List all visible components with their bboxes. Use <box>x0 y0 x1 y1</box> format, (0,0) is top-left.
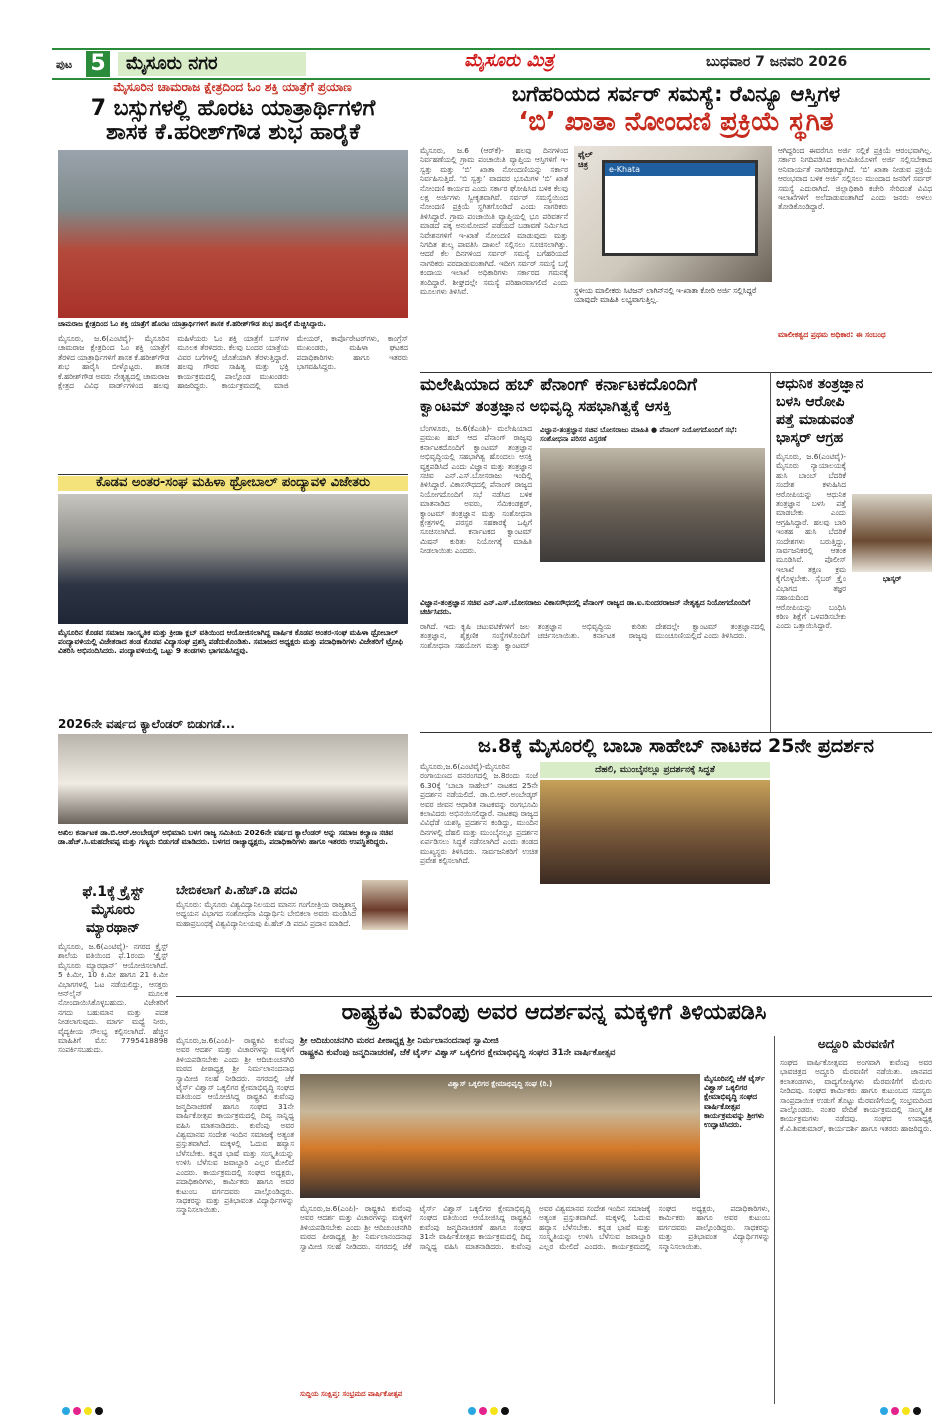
issue-date: ಬುಧವಾರ 7 ಜನವರಿ 2026 <box>706 54 848 70</box>
story7-headline: ಜ.8ಕ್ಕೆ ಮೈಸೂರಲ್ಲಿ ಬಾಬಾ ಸಾಹೇಬ್ ನಾಟಕದ 25ನೇ ಪ್ರದರ್ಶನ <box>478 735 874 757</box>
story4-body: ಮೈಸೂರು, ಜ.6(ಎಂಟಿವೈ)- ಮೈಸೂರು ನ್ಯಾಯಾಲಯಕ್ಕೆ ಹುಸಿ ಬಾಂಬ್ ಬೆದರಿಕೆ ಸಂದೇಶ ಕಳುಹಿಸಿದ ಆರೋಪಿಯನ್ನು ಆಧುನಿಕ ತಂತ್ರಜ್ಞಾನ ಬಳಸಿ ಪತ್ತೆ ಮಾಡಬೇಕು ಎಂದು ಆಗ್ರಹಿಸಿದ್ದಾರೆ. ಹಲವು ಬಾರಿ ಇಂತಹ ಹುಸಿ ಬೆದರಿಕೆ ಸಂದೇಶಗಳು ಬರುತ್ತಿದ್ದು, ಸಾರ್ವಜನಿಕರಲ್ಲಿ ಆತಂಕ ಮೂಡಿಸಿವೆ. ಪೊಲೀಸ್ ಇಲಾಖೆ ತಕ್ಷಣ ಕ್ರಮ ಕೈಗೊಳ್ಳಬೇಕು. ಸೈಬರ್ ಕ್ರೈಂ ವಿಭಾಗದ ತಜ್ಞರ ಸಹಾಯದಿಂದ ಆರೋಪಿಯನ್ನು ಬಂಧಿಸಿ ಕಠಿಣ ಶಿಕ್ಷೆಗೆ ಒಳಪಡಿಸಬೇಕು ಎಂದು ಒತ್ತಾಯಿಸಿದ್ದಾರೆ. <box>776 452 846 631</box>
story4-headline-4: ಭಾಸ್ಕರ್ ಆಗ್ರಹ <box>776 430 844 446</box>
section-title: ಮೈಸೂರು ನಗರ <box>118 52 306 76</box>
registration-dot-cyan <box>468 1407 476 1415</box>
story1-headline-2: ಶಾಸಕ ಕೆ.ಹರೀಶ್‌ಗೌಡ ಶುಭ ಹಾರೈಕೆ <box>105 120 361 145</box>
page-label: ಪುಟ <box>56 58 73 71</box>
story5-caption: ಮೈಸೂರಿನ ಕೊಡವ ಸಮಾಜ ಸಾಂಸ್ಕೃತಿಕ ಮತ್ತು ಕ್ರೀಡಾ ಕ್ಲಬ್ ವತಿಯಿಂದ ಆಯೋಜಿಸಲಾಗಿದ್ದ ವಾರ್ಷಿಕ ಕೊಡವ ಅಂತರ-ಸಂಘ ಮಹಿಳಾ ಥ್ರೋಬಾಲ್ ಪಂದ್ಯಾವಳಿಯಲ್ಲಿ ವಿಜೇತರಾದ ತಂಡ ಕೊಡವ ವಿದ್ಯಾಸಂಘ ಪ್ರಶಸ್ತಿ ಪಡೆದುಕೊಂಡಿತು. ಸಮಾಜದ ಅಧ್ಯಕ್ಷರು ಮತ್ತು ಪದಾಧಿಕಾರಿಗಳು ವಿಜೇತರಿಗೆ ಟ್ರೋಫಿ ವಿತರಿಸಿ ಅಭಿನಂದಿಸಿದರು. ಪಂದ್ಯಾವಳಿಯಲ್ಲಿ ಒಟ್ಟು 9 ತಂಡಗಳು ಭಾಗವಹಿಸಿದ್ದವು. <box>58 628 403 656</box>
registration-dot-black <box>95 1407 103 1415</box>
story10-body-cont: ಮೈಸೂರು,ಜ.6(ಎಂಪಿ)- ರಾಷ್ಟ್ರಕವಿ ಕುವೆಂಪು ಅವರ ಆದರ್ಶ ಮತ್ತು ವಿಚಾರಗಳನ್ನು ಮಕ್ಕಳಿಗೆ ತಿಳಿಯಪಡಿಸಬೇಕು ಎಂದು ಶ್ರೀ ಆದಿಚುಂಚನಗಿರಿ ಮಠದ ಪೀಠಾಧ್ಯಕ್ಷ ಶ್ರೀ ನಿರ್ಮಲಾನಂದನಾಥ ಸ್ವಾಮೀಜಿ ಸಲಹೆ ನೀಡಿದರು. ನಗರದಲ್ಲಿ ಜೆಕೆ ಟೈರ್ಸ್ ವಿಶ್ವಾಸ್ ಒಕ್ಕಲಿಗರ ಕ್ಷೇಮಾಭಿವೃದ್ಧಿ ಸಂಘದ ವತಿಯಿಂದ ಆಯೋಜಿಸಿದ್ದ ರಾಷ್ಟ್ರಕವಿ ಕುವೆಂಪು ಜನ್ಮದಿನಾಚರಣೆ ಹಾಗೂ ಸಂಘದ 31ನೇ ವಾರ್ಷಿಕೋತ್ಸವ ಕಾರ್ಯಕ್ರಮದಲ್ಲಿ ದಿವ್ಯ ಸಾನ್ನಿಧ್ಯ ವಹಿಸಿ ಮಾತನಾಡಿದರು. ಕುವೆಂಪು ಅವರ ವಿಶ್ವಮಾನವ ಸಂದೇಶ ಇಂದಿನ ಸಮಾಜಕ್ಕೆ ಅತ್ಯಂತ ಪ್ರಸ್ತುತವಾಗಿದೆ. ಮಕ್ಕಳಲ್ಲಿ ಓದುವ ಹವ್ಯಾಸ ಬೆಳೆಸಬೇಕು. ಕನ್ನಡ ಭಾಷೆ ಮತ್ತು ಸಂಸ್ಕೃತಿಯನ್ನು ಉಳಿಸಿ ಬೆಳೆಸುವ ಜವಾಬ್ದಾರಿ ಎಲ್ಲರ ಮೇಲಿದೆ ಎಂದರು. ಕಾರ್ಯಕ್ರಮದಲ್ಲಿ ಸಂಘದ ಅಧ್ಯಕ್ಷರು, ಪದಾಧಿಕಾರಿಗಳು, ಕಾರ್ಮಿಕರು ಹಾಗೂ ಅವರ ಕುಟುಂಬ ವರ್ಗದವರು ಪಾಲ್ಗೊಂಡಿದ್ದರು. ಸಾಧಕರನ್ನು ಮತ್ತು ಪ್ರತಿಭಾವಂತ ವಿದ್ಯಾರ್ಥಿಗಳನ್ನು ಸನ್ಮಾನಿಸಲಾಯಿತು. <box>300 1204 770 1251</box>
story10-footer-note: ಸುದ್ದಿಯ ಸಂಕ್ಷಿಪ್ತ: ಸಂಭ್ರಮದ ವಾರ್ಷಿಕೋತ್ಸವ <box>300 1390 403 1398</box>
registration-dot-black <box>501 1407 509 1415</box>
story9-portrait <box>362 880 408 930</box>
registration-dot-magenta <box>73 1407 81 1415</box>
story3-body: ಬೆಂಗಳೂರು, ಜ.6(ಕೆಎಂಶಿ)- ಮಲೇಷಿಯಾದ ಪ್ರಮುಖ ಹಬ್ ಆದ ಪೆನಾಂಗ್ ರಾಜ್ಯವು ಕರ್ನಾಟಕದೊಂದಿಗೆ ಕ್ವಾಂಟಮ್ ತಂತ್ರಜ್ಞಾನ ಅಭಿವೃದ್ಧಿಯಲ್ಲಿ ಸಹಭಾಗಿತ್ವ ಹೊಂದಲು ಆಸಕ್ತಿ ವ್ಯಕ್ತಪಡಿಸಿದೆ ಎಂದು ವಿಜ್ಞಾನ ಮತ್ತು ತಂತ್ರಜ್ಞಾನ ಸಚಿವ ಎನ್.ಎಸ್.ಬೋಸರಾಜು ಇಂದಿಲ್ಲಿ ತಿಳಿಸಿದ್ದಾರೆ. ವಿಕಾಸಸೌಧದಲ್ಲಿ ಪೆನಾಂಗ್ ರಾಜ್ಯದ ನಿಯೋಗದೊಂದಿಗೆ ಸಭೆ ನಡೆಸಿದ ಬಳಿಕ ಮಾತನಾಡಿದ ಅವರು, ಸೆಮಿಕಂಡಕ್ಟರ್, ಕ್ವಾಂಟಮ್ ತಂತ್ರಜ್ಞಾನ ಮತ್ತು ಸಂಶೋಧನಾ ಕ್ಷೇತ್ರಗಳಲ್ಲಿ ಪರಸ್ಪರ ಸಹಕಾರಕ್ಕೆ ಒಪ್ಪಿಗೆ ಸೂಚಿಸಲಾಗಿದೆ. ಕರ್ನಾಟಕದ ಕ್ವಾಂಟಮ್ ಮಿಷನ್ ಕುರಿತು ನಿಯೋಗಕ್ಕೆ ಮಾಹಿತಿ ನೀಡಲಾಯಿತು ಎಂದರು. <box>420 424 532 556</box>
story2-headline-2: ‘ಬಿ’ ಖಾತಾ ನೋಂದಣಿ ಪ್ರಕ್ರಿಯೆ ಸ್ಥಗಿತ <box>518 107 834 137</box>
registration-dot-yellow <box>902 1407 910 1415</box>
story5-photo <box>58 494 408 624</box>
story3-caption: ವಿಜ್ಞಾನ-ತಂತ್ರಜ್ಞಾನ ಸಚಿವ ಎನ್.ಎಸ್.ಬೋಸರಾಜು ವಿಕಾಸಸೌಧದಲ್ಲಿ ಪೆನಾಂಗ್ ರಾಜ್ಯದ ಡಾ.ಐ.ಸುಂದರರಾಜನ್ ನೇತೃತ್ವದ ನಿಯೋಗದೊಂದಿಗೆ ಚರ್ಚಿಸಿದರು. <box>420 598 751 617</box>
registration-dot-magenta <box>479 1407 487 1415</box>
story2-photo <box>574 146 772 282</box>
story8-headline-1: ಫೆ.1ಕ್ಕೆ ಕ್ರೈಸ್ಟ್ <box>82 884 144 900</box>
story1-kicker: ಮೈಸೂರಿನ ಚಾಮರಾಜ ಕ್ಷೇತ್ರದಿಂದ ಓಂ ಶಕ್ತಿ ಯಾತ್ರೆಗೆ ಪ್ರಯಾಣ <box>113 80 352 94</box>
story4-portrait-caption: ಭಾಸ್ಕರ್ <box>882 574 902 583</box>
column-divider <box>774 1036 775 1404</box>
story2-body: ಮೈಸೂರು, ಜ.6 (ಆರ್‌ಕೆ)- ಹಲವು ದಿನಗಳಿಂದ ನಿರ್ವಹಣೆಯಲ್ಲಿ ಗ್ರಾಮ ಪಂಚಾಯಿತಿ ವ್ಯಾಪ್ತಿಯ ಆಸ್ತಿಗಳಿಗೆ ಇ-ಸ್ವತ್ತು ಮತ್ತು ‘ಬಿ’ ಖಾತಾ ನೋಂದಣಿಯನ್ನು ಸರ್ಕಾರ ನಿರ್ವಹಿಸುತ್ತಿದೆ. ‘ಬಿ ಸ್ವತ್ತು’ ವಾದವರ ಭೂಮಿಗಳ ‘ಬಿ’ ಖಾತೆ ನೋಂದಣಿ ಕಾರ್ಯದ ಎಂದು ಸರ್ಕಾರ ಘೋಷಿಸಿದ ಬಳಿಕ ಕೆಲವು ಲಕ್ಷ ಅರ್ಜಿಗಳು ಸ್ವೀಕೃತವಾಗಿವೆ. ಸರ್ವರ್ ಸಮಸ್ಯೆಯಿಂದ ನೋಂದಣಿ ಪ್ರಕ್ರಿಯೆ ಸ್ಥಗಿತಗೊಂಡಿದೆ ಎಂದು ನಾಗರಿಕರು ತಿಳಿಸಿದ್ದಾರೆ. ಗ್ರಾಮ ಪಂಚಾಯಿತಿ ವ್ಯಾಪ್ತಿಯಲ್ಲಿ ಭೂ ಪರಿವರ್ತನೆ ಮಾಡದೆ ಪಕ್ಕ ಅನುಮೋದನೆ ಪಡೆಯದೆ ಬಡಾವಣೆ ನಿರ್ಮಿಸಿದ ನಿವೇಶನಗಳಿಗೆ ಇ-ಖಾತೆ ನೋಂದಣಿ ಮಾಡುವುದು ಮತ್ತು ನಿಗದಿತ ಶುಲ್ಕ ಪಾವತಿಸಿ ದಾಖಲೆ ಸಲ್ಲಿಸಲು ಸೂಚಿಸಲಾಗಿತ್ತು. ಆದರೆ ಕೆಲ ದಿನಗಳಿಂದ ಸರ್ವರ್ ಸಮಸ್ಯೆ ಬಗೆಹರಿಯದೆ ನಾಗರಿಕರು ಪರದಾಡುವಂತಾಗಿದೆ. ಇದೀಗ ಸರ್ವರ್ ಸಮಸ್ಯೆ ಬಗ್ಗೆ ಕಂದಾಯ ಇಲಾಖೆ ಅಧಿಕಾರಿಗಳು ಸರ್ಕಾರದ ಗಮನಕ್ಕೆ ತಂದಿದ್ದಾರೆ. ಶೀಘ್ರದಲ್ಲೇ ಸಮಸ್ಯೆ ಪರಿಹಾರವಾಗಲಿದೆ ಎಂದು ಮೂಲಗಳು ತಿಳಿಸಿವೆ. <box>420 146 568 297</box>
story4-headline-1: ಆಧುನಿಕ ತಂತ್ರಜ್ಞಾನ <box>776 376 864 392</box>
registration-dot-yellow <box>84 1407 92 1415</box>
story3-body-right: ರಾಗಿದೆ. ಇದು ಕೃಷಿ ಚಟುವಟಿಕೆಗಳಿಗೆ ಜಲ ತಂತ್ರಜ್ಞಾನ, ಶೈಕ್ಷಣಿಕ ಸಂಸ್ಥೆಗಳೊಂದಿಗೆ ಸಂಶೋಧನಾ ಸಹಯೋಗ ಮತ್ತು ಕ್ವಾಂಟಮ್ ತಂತ್ರಜ್ಞಾನ ಅಭಿವೃದ್ಧಿಯ ಕುರಿತು ಚರ್ಚಿಸಲಾಯಿತು. ಕರ್ನಾಟಕ ರಾಜ್ಯವು ದೇಶದಲ್ಲೇ ಕ್ವಾಂಟಮ್ ತಂತ್ರಜ್ಞಾನದಲ್ಲಿ ಮುಂಚೂಣಿಯಲ್ಲಿದೆ ಎಂದು ತಿಳಿಸಿದರು. <box>420 622 765 650</box>
story1-body: ಮೈಸೂರು, ಜ.6(ಎಂಟಿವೈ)- ಮೈಸೂರಿನ ಚಾಮರಾಜ ಕ್ಷೇತ್ರದಿಂದ ಓಂ ಶಕ್ತಿ ಯಾತ್ರೆಗೆ ತೆರಳಿದ ಯಾತ್ರಾರ್ಥಿಗಳಿಗೆ ಶಾಸಕ ಕೆ.ಹರೀಶ್‌ಗೌಡ ಶುಭ ಹಾರೈಸಿ ಬೀಳ್ಕೊಟ್ಟರು. ಶಾಸಕ ಕೆ.ಹರೀಶ್‌ಗೌಡ ಅವರು ನೇತೃತ್ವದಲ್ಲಿ ಚಾಮರಾಜ ಕ್ಷೇತ್ರದ ವಿವಿಧ ವಾರ್ಡ್‌ಗಳಿಂದ ಹಲವು ಮಹಿಳೆಯರು ಓಂ ಶಕ್ತಿ ಯಾತ್ರೆಗೆ ಬಸ್‌ಗಳ ಮೂಲಕ ತೆರಳಿದರು. ಕೆಲವು ಬಂದರ ಯಾತ್ರೆಯ ವಿವರ ಬಗೆಗಳಲ್ಲಿ ಜೊತೆಯಾಗಿ ತೆರಳುತ್ತಿದ್ದಾರೆ. ಹಲವು ಗೌರವ ಸಾಹಿತ್ಯ ಮತ್ತು ಭಕ್ತಿ ಕಾರ್ಯಕ್ರಮದಲ್ಲಿ ಪಾಲ್ಗೊಂಡ ಮುಖಂಡರು ಹಾಜರಿದ್ದರು. ಕಾರ್ಯಕ್ರಮದಲ್ಲಿ ಮಾಜಿ ಮೇಯರ್, ಕಾರ್ಪೊರೇಟರ್‌ಗಳು, ಕಾಂಗ್ರೆಸ್ ಮುಖಂಡರು, ಮಹಿಳಾ ಘಟಕದ ಪದಾಧಿಕಾರಿಗಳು ಹಾಗೂ ಇತರರು ಭಾಗವಹಿಸಿದ್ದರು. <box>58 334 408 391</box>
registration-dot-black <box>913 1407 921 1415</box>
story10-photo <box>300 1074 700 1198</box>
story10-banner: ವಿಶ್ವಾಸ್ ಒಕ್ಕಲಿಗರ ಕ್ಷೇಮಾಭಿವೃದ್ಧಿ ಸಂಘ (ರಿ.) <box>447 1080 553 1088</box>
divider <box>176 996 932 997</box>
story8-headline-3: ಮ್ಯಾರಥಾನ್ <box>86 920 140 936</box>
story10-side-caption: ಮೈಸೂರಿನಲ್ಲಿ ಜೆಕೆ ಟೈರ್ಸ್ ವಿಶ್ವಾಸ್ ಒಕ್ಕಲಿಗರ ಕ್ಷೇಮಾಭಿವೃದ್ಧಿ ಸಂಘದ ವಾರ್ಷಿಕೋತ್ಸವ ಕಾರ್ಯಕ್ರಮವನ್ನು ಶ್ರೀಗಳು ಉದ್ಘಾಟಿಸಿದರು. <box>704 1074 765 1130</box>
story10-kicker-1: ಶ್ರೀ ಆದಿಚುಂಚನಗಿರಿ ಮಠದ ಪೀಠಾಧ್ಯಕ್ಷ ಶ್ರೀ ನಿರ್ಮಲಾನಂದನಾಥ ಸ್ವಾಮೀಜಿ <box>300 1036 499 1046</box>
story6-headline: 2026ನೇ ವರ್ಷದ ಕ್ಯಾಲೆಂಡರ್ ಬಿಡುಗಡೆ... <box>58 717 235 731</box>
story8-headline-2: ಮೈಸೂರು <box>91 902 135 918</box>
story4-headline-3: ಪತ್ತೆ ಮಾಡುವಂತೆ <box>776 412 854 428</box>
story4-headline-2: ಬಳಸಿ ಆರೋಪಿ <box>776 394 845 410</box>
screen-title: e-Khata <box>605 163 755 176</box>
column-divider <box>770 372 771 732</box>
story3-photo <box>540 448 765 562</box>
story7-photo <box>540 780 770 884</box>
story11-body: ಸಂಘದ ವಾರ್ಷಿಕೋತ್ಸವದ ಅಂಗವಾಗಿ ಕುವೆಂಪು ಅವರ ಭಾವಚಿತ್ರದ ಅದ್ದೂರಿ ಮೆರವಣಿಗೆ ನಡೆಯಿತು. ಜಾನಪದ ಕಲಾತಂಡಗಳು, ವಾದ್ಯಗೋಷ್ಠಿಗಳು ಮೆರವಣಿಗೆಗೆ ಮೆರುಗು ನೀಡಿದವು. ಸಂಘದ ಕಾರ್ಮಿಕರು ಹಾಗೂ ಕುಟುಂಬದ ಸದಸ್ಯರು ಸಾಂಪ್ರದಾಯಿಕ ಉಡುಗೆ ತೊಟ್ಟು ಮೆರವಣಿಗೆಯಲ್ಲಿ ಸಂಭ್ರಮದಿಂದ ಪಾಲ್ಗೊಂಡರು. ನಂತರ ವೇದಿಕೆ ಕಾರ್ಯಕ್ರಮದಲ್ಲಿ ಸಾಂಸ್ಕೃತಿಕ ಕಾರ್ಯಕ್ರಮಗಳು ನಡೆದವು. ಸಂಘದ ಉಪಾಧ್ಯಕ್ಷ ಕೆ.ವಿ.ಶಿವಕುಮಾರ್, ಕಾರ್ಯದರ್ಶಿ ಹಾಗೂ ಇತರರು ಹಾಜರಿದ್ದರು. <box>780 1058 932 1133</box>
story5-headline: ಕೊಡವ ಅಂತರ-ಸಂಘ ಮಹಿಳಾ ಥ್ರೋಬಾಲ್ ಪಂದ್ಯಾವಳಿ ವಿಜೇತರು <box>58 476 408 491</box>
story2-subhead: ಮಾಲೀಕತ್ವದ ಪ್ರಥಮ ಅಧಿಕಾರ: ಈ ಸಂಬಂಧ <box>778 330 886 339</box>
story10-kicker-2: ರಾಷ್ಟ್ರಕವಿ ಕುವೆಂಪು ಜನ್ಮದಿನಾಚರಣೆ, ಜೆಕೆ ಟೈರ್ಸ್ ವಿಶ್ವಾಸ್ ಒಕ್ಕಲಿಗರ ಕ್ಷೇಮಾಭಿವೃದ್ಧಿ ಸಂಘದ 31ನೇ ವಾರ್ಷಿಕೋತ್ಸವ <box>300 1048 616 1058</box>
story8-body: ಮೈಸೂರು, ಜ.6(ಎಂಟಿವೈ)- ನಗರದ ಕ್ರೈಸ್ಟ್ ಶಾಲೆಯ ವತಿಯಿಂದ ಫೆ.1ರಂದು ‘ಕ್ರೈಸ್ಟ್ ಮೈಸೂರು ಮ್ಯಾರಥಾನ್’ ಆಯೋಜಿಸಲಾಗಿದೆ. 5 ಕಿ.ಮೀ, 10 ಕಿ.ಮೀ ಹಾಗೂ 21 ಕಿ.ಮೀ ವಿಭಾಗಗಳಲ್ಲಿ ಓಟ ನಡೆಯಲಿದ್ದು, ಆಸಕ್ತರು ಆನ್‌ಲೈನ್ ಮೂಲಕ ನೋಂದಾಯಿಸಿಕೊಳ್ಳಬಹುದು. ವಿಜೇತರಿಗೆ ನಗದು ಬಹುಮಾನ ಮತ್ತು ಪದಕ ನೀಡಲಾಗುವುದು. ಮಾರ್ಗ ಮಧ್ಯೆ ನೀರು, ವೈದ್ಯಕೀಯ ಸೌಲಭ್ಯ ಕಲ್ಪಿಸಲಾಗಿದೆ. ಹೆಚ್ಚಿನ ಮಾಹಿತಿಗೆ ಮೊ: 7795418898 ಸಂಪರ್ಕಿಸಬಹುದು. <box>58 942 168 1055</box>
registration-dot-magenta <box>891 1407 899 1415</box>
story1-headline-1: 7 ಬಸ್ಸುಗಳಲ್ಲಿ ಹೊರಟ ಯಾತ್ರಾರ್ಥಿಗಳಿಗೆ <box>90 96 376 121</box>
story7-kicker: ದೆಹಲಿ, ಮುಂಬೈನಲ್ಲೂ ಪ್ರದರ್ಶನಕ್ಕೆ ಸಿದ್ಧತೆ <box>540 762 770 778</box>
divider <box>420 372 932 373</box>
story10-headline: ರಾಷ್ಟ್ರಕವಿ ಕುವೆಂಪು ಅವರ ಆದರ್ಶವನ್ನ ಮಕ್ಕಳಿಗೆ ತಿಳಿಯಪಡಿಸಿ <box>341 1000 767 1025</box>
story1-photo <box>58 150 408 318</box>
story1-caption: ಚಾಮರಾಜ ಕ್ಷೇತ್ರದಿಂದ ಓಂ ಶಕ್ತಿ ಯಾತ್ರೆಗೆ ಹೊರಟ ಯಾತ್ರಾರ್ಥಿಗಳಿಗೆ ಶಾಸಕ ಕೆ.ಹರೀಶ್‌ಗೌಡ ಶುಭ ಹಾರೈಕೆ ಮೆಚ್ಚಿಸಿದ್ದಾರು. <box>58 320 327 328</box>
story2-caption: ಸ್ಥಳೀಯ ಮಾಲೀಕರು ಸಿಟಿಜನ್ ಲಾಗಿನ್‌ನಲ್ಲಿ ಇ-ಖಾತಾ ಕೋರಿ ಅರ್ಜಿ ಸಲ್ಲಿಸಿದ್ದರೆ ಯಾವುದೇ ಮಾಹಿತಿ ಲಭ್ಯವಾಗುತ್ತಿಲ್ಲ. <box>574 286 757 305</box>
story3-headline-2: ಕ್ವಾಂಟಮ್ ತಂತ್ರಜ್ಞಾನ ಅಭಿವೃದ್ಧಿ ಸಹಭಾಗಿತ್ವಕ್ಕೆ ಆಸಕ್ತಿ <box>420 397 672 415</box>
masthead-logo: ಮೈಸೂರು ಮಿತ್ರ <box>464 50 554 71</box>
registration-dot-yellow <box>490 1407 498 1415</box>
story3-headline-1: ಮಲೇಷಿಯಾದ ಹಬ್ ಪೆನಾಂಗ್ ಕರ್ನಾಟಕದೊಂದಿಗೆ <box>420 375 697 395</box>
story2-body-right: ಆಗಿದ್ದರಿಂದ ಈವರೆಗೂ ಅರ್ಜಿ ಸಲ್ಲಿಕೆ ಪ್ರಕ್ರಿಯೆ ಆರಂಭವಾಗಿಲ್ಲ. ಸರ್ಕಾರ ನಿಗದಿಪಡಿಸಿದ ಕಾಲಮಿತಿಯೊಳಗೆ ಅರ್ಜಿ ಸಲ್ಲಿಸಬೇಕಾದ ಅನಿವಾರ್ಯತೆ ನಾಗರಿಕರದ್ದಾಗಿದೆ. ‘ಬಿ’ ಖಾತಾ ನೀಡುವ ಪ್ರಕ್ರಿಯೆ ಆರಂಭವಾದ ಬಳಿಕ ಅರ್ಜಿ ಸಲ್ಲಿಸಲು ಮುಂದಾದ ಜನರಿಗೆ ಸರ್ವರ್ ಸಮಸ್ಯೆ ಎದುರಾಗಿದೆ. ಜಿಲ್ಲಾಧಿಕಾರಿ ಕಚೇರಿ ಸೇರಿದಂತೆ ವಿವಿಧ ಇಲಾಖೆಗಳಿಗೆ ಅಲೆದಾಡುವಂತಾಗಿದೆ ಎಂದು ಜನರು ಅಳಲು ತೋಡಿಕೊಂಡಿದ್ದಾರೆ. <box>778 146 932 212</box>
story9-body: ಮೈಸೂರು: ಮೈಸೂರು ವಿಶ್ವವಿದ್ಯಾನಿಲಯದ ಮಾನಸ ಗಂಗೋತ್ರಿಯ ರಾಜ್ಯಶಾಸ್ತ್ರ ಅಧ್ಯಯನ ವಿಭಾಗದ ಸಂಶೋಧನಾ ವಿದ್ಯಾರ್ಥಿನಿ ಬೇಬಿಕಲಾ ಅವರು ಮಂಡಿಸಿದ ಮಹಾಪ್ರಬಂಧಕ್ಕೆ ವಿಶ್ವವಿದ್ಯಾನಿಲಯವು ಪಿ.ಹೆಚ್.ಡಿ ಪದವಿ ಪ್ರದಾನ ಮಾಡಿದೆ. <box>176 900 356 928</box>
laptop-screen <box>602 160 758 256</box>
story11-headline: ಅದ್ದೂರಿ ಮೆರವಣಿಗೆ <box>817 1037 895 1051</box>
story2-headline-1: ಬಗೆಹರಿಯದ ಸರ್ವರ್ ಸಮಸ್ಯೆ: ರೆವಿನ್ಯೂ ಆಸ್ತಿಗಳ <box>511 82 841 106</box>
divider <box>420 732 932 733</box>
story9-headline: ಬೇಬಿಕಲಾಗೆ ಪಿ.ಹೆಚ್.ಡಿ ಪದವಿ <box>176 883 298 897</box>
registration-dot-cyan <box>62 1407 70 1415</box>
story3-kicker: ವಿಜ್ಞಾನ-ತಂತ್ರಜ್ಞಾನ ಸಚಿವ ಬೋಸರಾಜು ಮಾಹಿತಿ ● ಪೆನಾಂಗ್ ನಿಯೋಗದೊಂದಿಗೆ ಸಭೆ: ಸಂಶೋಧನಾ ಪರಿಸರ ವಿಸ್ತರಣೆ <box>540 426 738 443</box>
file-photo-label: ಫೈಲ್ ಚಿತ್ರ <box>578 150 593 169</box>
story6-photo <box>58 734 408 824</box>
story6-caption: ಅಖಿಲ ಕರ್ನಾಟಕ ಡಾ.ಬಿ.ಆರ್.ಅಂಬೇಡ್ಕರ್ ಅಭಿಮಾನಿ ಬಳಗ ರಾಜ್ಯ ಸಮಿತಿಯ 2026ನೇ ವರ್ಷದ ಕ್ಯಾಲೆಂಡರ್ ಅನ್ನು ಸಮಾಜ ಕಲ್ಯಾಣ ಸಚಿವ ಡಾ.ಹೆಚ್.ಸಿ.ಮಹದೇವಪ್ಪ ಮತ್ತು ಗಣ್ಯರು ಬಿಡುಗಡೆ ಮಾಡಿದರು. ಬಳಗದ ರಾಜ್ಯಾಧ್ಯಕ್ಷರು, ಪದಾಧಿಕಾರಿಗಳು ಹಾಗೂ ಇತರರು ಉಪಸ್ಥಿತರಿದ್ದರು. <box>58 828 394 847</box>
story10-body: ಮೈಸೂರು,ಜ.6(ಎಂಪಿ)- ರಾಷ್ಟ್ರಕವಿ ಕುವೆಂಪು ಅವರ ಆದರ್ಶ ಮತ್ತು ವಿಚಾರಗಳನ್ನು ಮಕ್ಕಳಿಗೆ ತಿಳಿಯಪಡಿಸಬೇಕು ಎಂದು ಶ್ರೀ ಆದಿಚುಂಚನಗಿರಿ ಮಠದ ಪೀಠಾಧ್ಯಕ್ಷ ಶ್ರೀ ನಿರ್ಮಲಾನಂದನಾಥ ಸ್ವಾಮೀಜಿ ಸಲಹೆ ನೀಡಿದರು. ನಗರದಲ್ಲಿ ಜೆಕೆ ಟೈರ್ಸ್ ವಿಶ್ವಾಸ್ ಒಕ್ಕಲಿಗರ ಕ್ಷೇಮಾಭಿವೃದ್ಧಿ ಸಂಘದ ವತಿಯಿಂದ ಆಯೋಜಿಸಿದ್ದ ರಾಷ್ಟ್ರಕವಿ ಕುವೆಂಪು ಜನ್ಮದಿನಾಚರಣೆ ಹಾಗೂ ಸಂಘದ 31ನೇ ವಾರ್ಷಿಕೋತ್ಸವ ಕಾರ್ಯಕ್ರಮದಲ್ಲಿ ದಿವ್ಯ ಸಾನ್ನಿಧ್ಯ ವಹಿಸಿ ಮಾತನಾಡಿದರು. ಕುವೆಂಪು ಅವರ ವಿಶ್ವಮಾನವ ಸಂದೇಶ ಇಂದಿನ ಸಮಾಜಕ್ಕೆ ಅತ್ಯಂತ ಪ್ರಸ್ತುತವಾಗಿದೆ. ಮಕ್ಕಳಲ್ಲಿ ಓದುವ ಹವ್ಯಾಸ ಬೆಳೆಸಬೇಕು. ಕನ್ನಡ ಭಾಷೆ ಮತ್ತು ಸಂಸ್ಕೃತಿಯನ್ನು ಉಳಿಸಿ ಬೆಳೆಸುವ ಜವಾಬ್ದಾರಿ ಎಲ್ಲರ ಮೇಲಿದೆ ಎಂದರು. ಕಾರ್ಯಕ್ರಮದಲ್ಲಿ ಸಂಘದ ಅಧ್ಯಕ್ಷರು, ಪದಾಧಿಕಾರಿಗಳು, ಕಾರ್ಮಿಕರು ಹಾಗೂ ಅವರ ಕುಟುಂಬ ವರ್ಗದವರು ಪಾಲ್ಗೊಂಡಿದ್ದರು. ಸಾಧಕರನ್ನು ಮತ್ತು ಪ್ರತಿಭಾವಂತ ವಿದ್ಯಾರ್ಥಿಗಳನ್ನು ಸನ್ಮಾನಿಸಲಾಯಿತು. <box>176 1036 294 1215</box>
story7-body: ಮೈಸೂರು,ಜ.6(ಎಂಟಿವೈ)-ಮೈಸೂರಿನ ರಂಗಾಯಣದ ವನರಂಗದಲ್ಲಿ ಜ.8ರಂದು ಸಂಜೆ 6.30ಕ್ಕೆ ‘ಬಾಬಾ ಸಾಹೇಬ್’ ನಾಟಕದ 25ನೇ ಪ್ರದರ್ಶನ ನಡೆಯಲಿದೆ. ಡಾ.ಬಿ.ಆರ್.ಅಂಬೇಡ್ಕರ್ ಅವರ ಜೀವನ ಆಧಾರಿತ ನಾಟಕವನ್ನು ರಂಗಭೂಮಿ ಕಲಾವಿದರು ಅಭಿನಯಿಸಲಿದ್ದಾರೆ. ನಾಟಕವು ರಾಜ್ಯದ ವಿವಿಧೆಡೆ ಯಶಸ್ವಿ ಪ್ರದರ್ಶನ ಕಂಡಿದ್ದು, ಮುಂದಿನ ದಿನಗಳಲ್ಲಿ ದೆಹಲಿ ಮತ್ತು ಮುಂಬೈನಲ್ಲೂ ಪ್ರದರ್ಶನ ಏರ್ಪಡಿಸಲು ಸಿದ್ಧತೆ ನಡೆಸಲಾಗಿದೆ ಎಂದು ತಂಡದ ಮುಖ್ಯಸ್ಥರು ತಿಳಿಸಿದರು. ಸಾರ್ವಜನಿಕರಿಗೆ ಉಚಿತ ಪ್ರವೇಶ ಕಲ್ಪಿಸಲಾಗಿದೆ. <box>420 762 538 866</box>
story4-portrait <box>852 494 932 572</box>
page-number: 5 <box>86 51 110 77</box>
registration-dot-cyan <box>880 1407 888 1415</box>
